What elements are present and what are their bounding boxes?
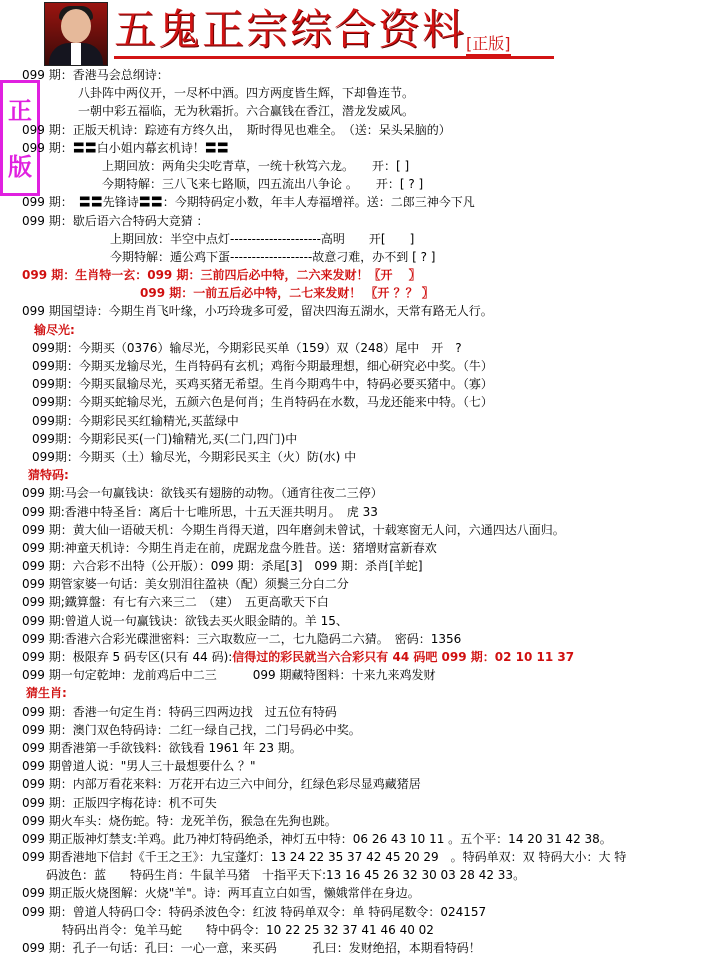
avatar-face: [61, 9, 91, 43]
text-line: [22, 794, 712, 812]
line-text: 099 期：生肖特一玄：099 期：三前四后必中特，二六来发财！〖开 〗: [22, 268, 421, 283]
text-line: [22, 666, 712, 684]
avatar-shirt: [71, 43, 81, 65]
stamp-char: 正: [8, 96, 32, 125]
text-line: [22, 248, 712, 266]
text-line: [22, 157, 712, 175]
line-text: 099 期：〓〓白小姐内幕玄机诗！〓〓: [22, 140, 229, 155]
text-line: [22, 139, 712, 157]
text-line: [22, 357, 712, 375]
text-line: [22, 739, 712, 757]
text-line: [22, 903, 712, 921]
line-text: 099 期：曾道人特码口令：特码杀波色令：红波 特码单双令：单 特码尾数令：024157: [22, 904, 487, 919]
line-text: 099 期:香港中特圣旨：离后十七唯所思，十五天涯共明月。 虎 33: [22, 504, 378, 519]
line-text: 099 期：极限弃 5 码专区(只有 44 码):: [22, 650, 233, 664]
text-line: [22, 84, 712, 102]
line-text: 099 期:神童天机诗：今期生肖走在前，虎踞龙盘今胜昔。送：猪增财富新春欢: [22, 540, 437, 555]
text-line: [22, 66, 712, 84]
text-line: [22, 757, 712, 775]
section-heading: [22, 684, 712, 702]
line-text: 099期：今期买龙输尽光，生肖特码有玄机；鸡衔今期最理想，细心研究必中奖。（牛）: [32, 359, 493, 373]
line-text: 099 期：澳门双色特码诗：二红一绿自己找，二门号码必中奖。: [22, 722, 361, 737]
line-text: 特码出肖令：兔羊马蛇 特中码令：10 22 25 32 37 41 46 40 02: [62, 922, 434, 937]
text-line: [22, 266, 712, 284]
line-text: 099 期:曾道人说一句赢钱诀：欲钱去买火眼金睛的。羊 15、: [22, 613, 348, 628]
line-text: 099 期：正版天机诗：踪迹有方终久出， 斯时得见也难全。 （送：呆头呆脑的）: [22, 122, 451, 137]
line-text: 099 期正版火烧图解：火烧"羊"。诗：两耳直立白如雪，懒娥常伴在身边。: [22, 886, 420, 901]
text-line: [22, 630, 712, 648]
line-text: 099 期：内部万看花来料：万花开右边三六中间分，红绿色彩尽显鸡藏猪居: [22, 777, 421, 792]
text-line: [22, 302, 712, 320]
text-line: [22, 212, 712, 230]
text-line: [22, 412, 712, 430]
text-line: [22, 375, 712, 393]
line-text: 099 期： 〓〓先锋诗〓〓：今期特码定小数，年丰人寿福增祥。送：二郎三神今下凡: [22, 195, 475, 210]
text-line: [22, 175, 712, 193]
line-text: 099 期：香港马会总纲诗：: [22, 68, 169, 82]
text-line: [22, 721, 712, 739]
text-line: [22, 121, 712, 139]
text-line: [22, 703, 712, 721]
text-line: [22, 557, 712, 575]
document-body: [22, 66, 712, 957]
section-heading: [22, 466, 712, 484]
avatar: [44, 2, 108, 66]
text-line: [22, 830, 712, 848]
title-underline: [114, 56, 554, 59]
text-line: [22, 921, 712, 939]
text-line: [22, 593, 712, 611]
text-line: [22, 884, 712, 902]
line-text: 099 期一句定乾坤：龙前鸡后中二三 099 期藏特图料：十来九来鸡发财: [22, 668, 436, 683]
line-text: 输尽光:: [34, 322, 75, 337]
text-line: [22, 102, 712, 120]
line-text: 099 期：一前五后必中特，二七来发财！ 〖开 ？？ 〗: [140, 286, 434, 301]
line-text: 099 期香港第一手欲钱料：欲钱看 1961 年 23 期。: [22, 740, 302, 755]
text-line: [22, 648, 712, 666]
text-line: [22, 539, 712, 557]
line-text: 099 期国望诗：今期生肖飞叶缘，小巧玲珑多可爱，留决四海五湖水，天常有路无人行。: [22, 304, 493, 319]
version-tag: [正版]: [466, 34, 511, 56]
line-text: 一朝中彩五福临，无为秋霜折。六合赢钱在香江，潜龙发威风。: [78, 104, 415, 119]
line-text: 码波色：蓝 特码生肖：牛鼠羊马猪 十指平天下:13 16 45 26 32 30 03 28 42 33。: [46, 868, 526, 883]
line-text: 099期：今期买鼠输尽光，买鸡买猪无希望。生肖今期鸡牛中，特码必要买猪中。（寡）: [32, 377, 493, 392]
line-text: 099期：今期彩民买(一门)输精光,买(二门,四门)中: [32, 431, 298, 446]
text-line: [22, 521, 712, 539]
line-highlight: 信得过的彩民就当六合彩只有 44 码吧 099 期：02 10 11 37: [232, 650, 575, 664]
line-text: 今期特解：三八飞来七路顺，四五流出八争论 。 开：[ ? ]: [102, 177, 424, 192]
text-line: [22, 503, 712, 521]
line-text: 今期特解：遁公鸡下蛋-------------------故意刁难，办不到 [ ? ]: [110, 249, 436, 264]
stamp-char: 版: [8, 152, 32, 181]
text-line: [22, 430, 712, 448]
line-text: 099期：今期买（土）输尽光，今期彩民买主（火）防(水) 中: [32, 449, 357, 464]
line-text: 099 期;鐵算盤：有七有六来三二 （建） 五更高歌天下白: [22, 595, 329, 610]
line-text: 099 期曾道人说："男人三十最想要什么 ？": [22, 759, 256, 774]
line-text: 099 期火车头：烧伤蛇。特：龙死羊伤，猴急在先狗也跳。: [22, 813, 337, 828]
text-line: [22, 230, 712, 248]
text-line: [22, 866, 712, 884]
line-text: 上期回放：半空中点灯---------------------高明 开[ ]: [110, 231, 415, 246]
page-header: [44, 0, 604, 66]
text-line: [22, 193, 712, 211]
text-line: [22, 393, 712, 411]
text-line: [22, 448, 712, 466]
line-text: 099期：今期买蛇输尽光，五颜六色是何肖；生肖特码在水数，马龙还能来中特。（七）: [32, 395, 493, 410]
line-text: 099 期：六合彩不出特（公开版）：099 期：杀尾[3] 099 期：杀肖[羊蛇]: [22, 559, 423, 574]
text-line: [22, 284, 712, 302]
line-text: 猜特码:: [28, 468, 69, 483]
line-text: 099期：今期买（0376）输尽光，今期彩民买单（159）双（248）尾中 开 ?: [32, 340, 462, 355]
line-text: 099 期:香港六合彩光碟泄密料：三六取数应一二，七九隐码二六猜。 密码：1356: [22, 631, 462, 646]
page-title: 五鬼正宗综合资料: [114, 5, 467, 54]
line-text: 099期：今期彩民买红输精光,买蓝绿中: [32, 413, 239, 428]
text-line: [22, 575, 712, 593]
line-text: 099 期：正版四字梅花诗：机不可失: [22, 795, 217, 810]
text-line: [22, 612, 712, 630]
line-text: 099 期香港地下信封《千王之王》：九宝蓬灯：13 24 22 35 37 42 45 20 29 。特码单双：双 特码大小：大 特: [22, 850, 627, 865]
line-text: 099 期：孔子一句话：孔曰：一心一意，来买码 孔曰：发财绝招，本期看特码！: [22, 941, 481, 955]
text-line: [22, 484, 712, 502]
line-text: 099 期管家婆一句话：美女别泪往盈袂（配）须鬓三分白二分: [22, 577, 349, 592]
line-text: 099 期：黄大仙一语破天机：今期生肖得天道，四年磨剑未曾试，十载寒窗无人问，六通四达八面归。: [22, 522, 565, 537]
line-text: 猜生肖:: [26, 686, 67, 701]
section-heading: [22, 321, 712, 339]
line-text: 099 期：歇后语六合特码大竞猜 ：: [22, 213, 209, 228]
line-text: 099 期:马会一句赢钱诀：欲钱买有翅膀的动物。（通宵往夜二三停）: [22, 486, 383, 501]
text-line: [22, 812, 712, 830]
line-text: 099 期正版神灯禁支:羊鸡。此乃神灯特码绝杀，神灯五中特：06 26 43 10 11 。五个平：14 20 31 42 38。: [22, 831, 612, 846]
line-text: 八卦阵中两仪开，一尽杯中酒。四方两度皆生辉，下却鲁连节。: [78, 86, 415, 101]
text-line: [22, 848, 712, 866]
text-line: [22, 939, 712, 957]
line-text: 上期回放：两角尖尖吃青草，一统十秋笃六龙。 开：[ ]: [102, 158, 410, 173]
text-line: [22, 339, 712, 357]
text-line: [22, 775, 712, 793]
line-text: 099 期：香港一句定生肖：特码三四两边找 过五位有特码: [22, 704, 337, 719]
